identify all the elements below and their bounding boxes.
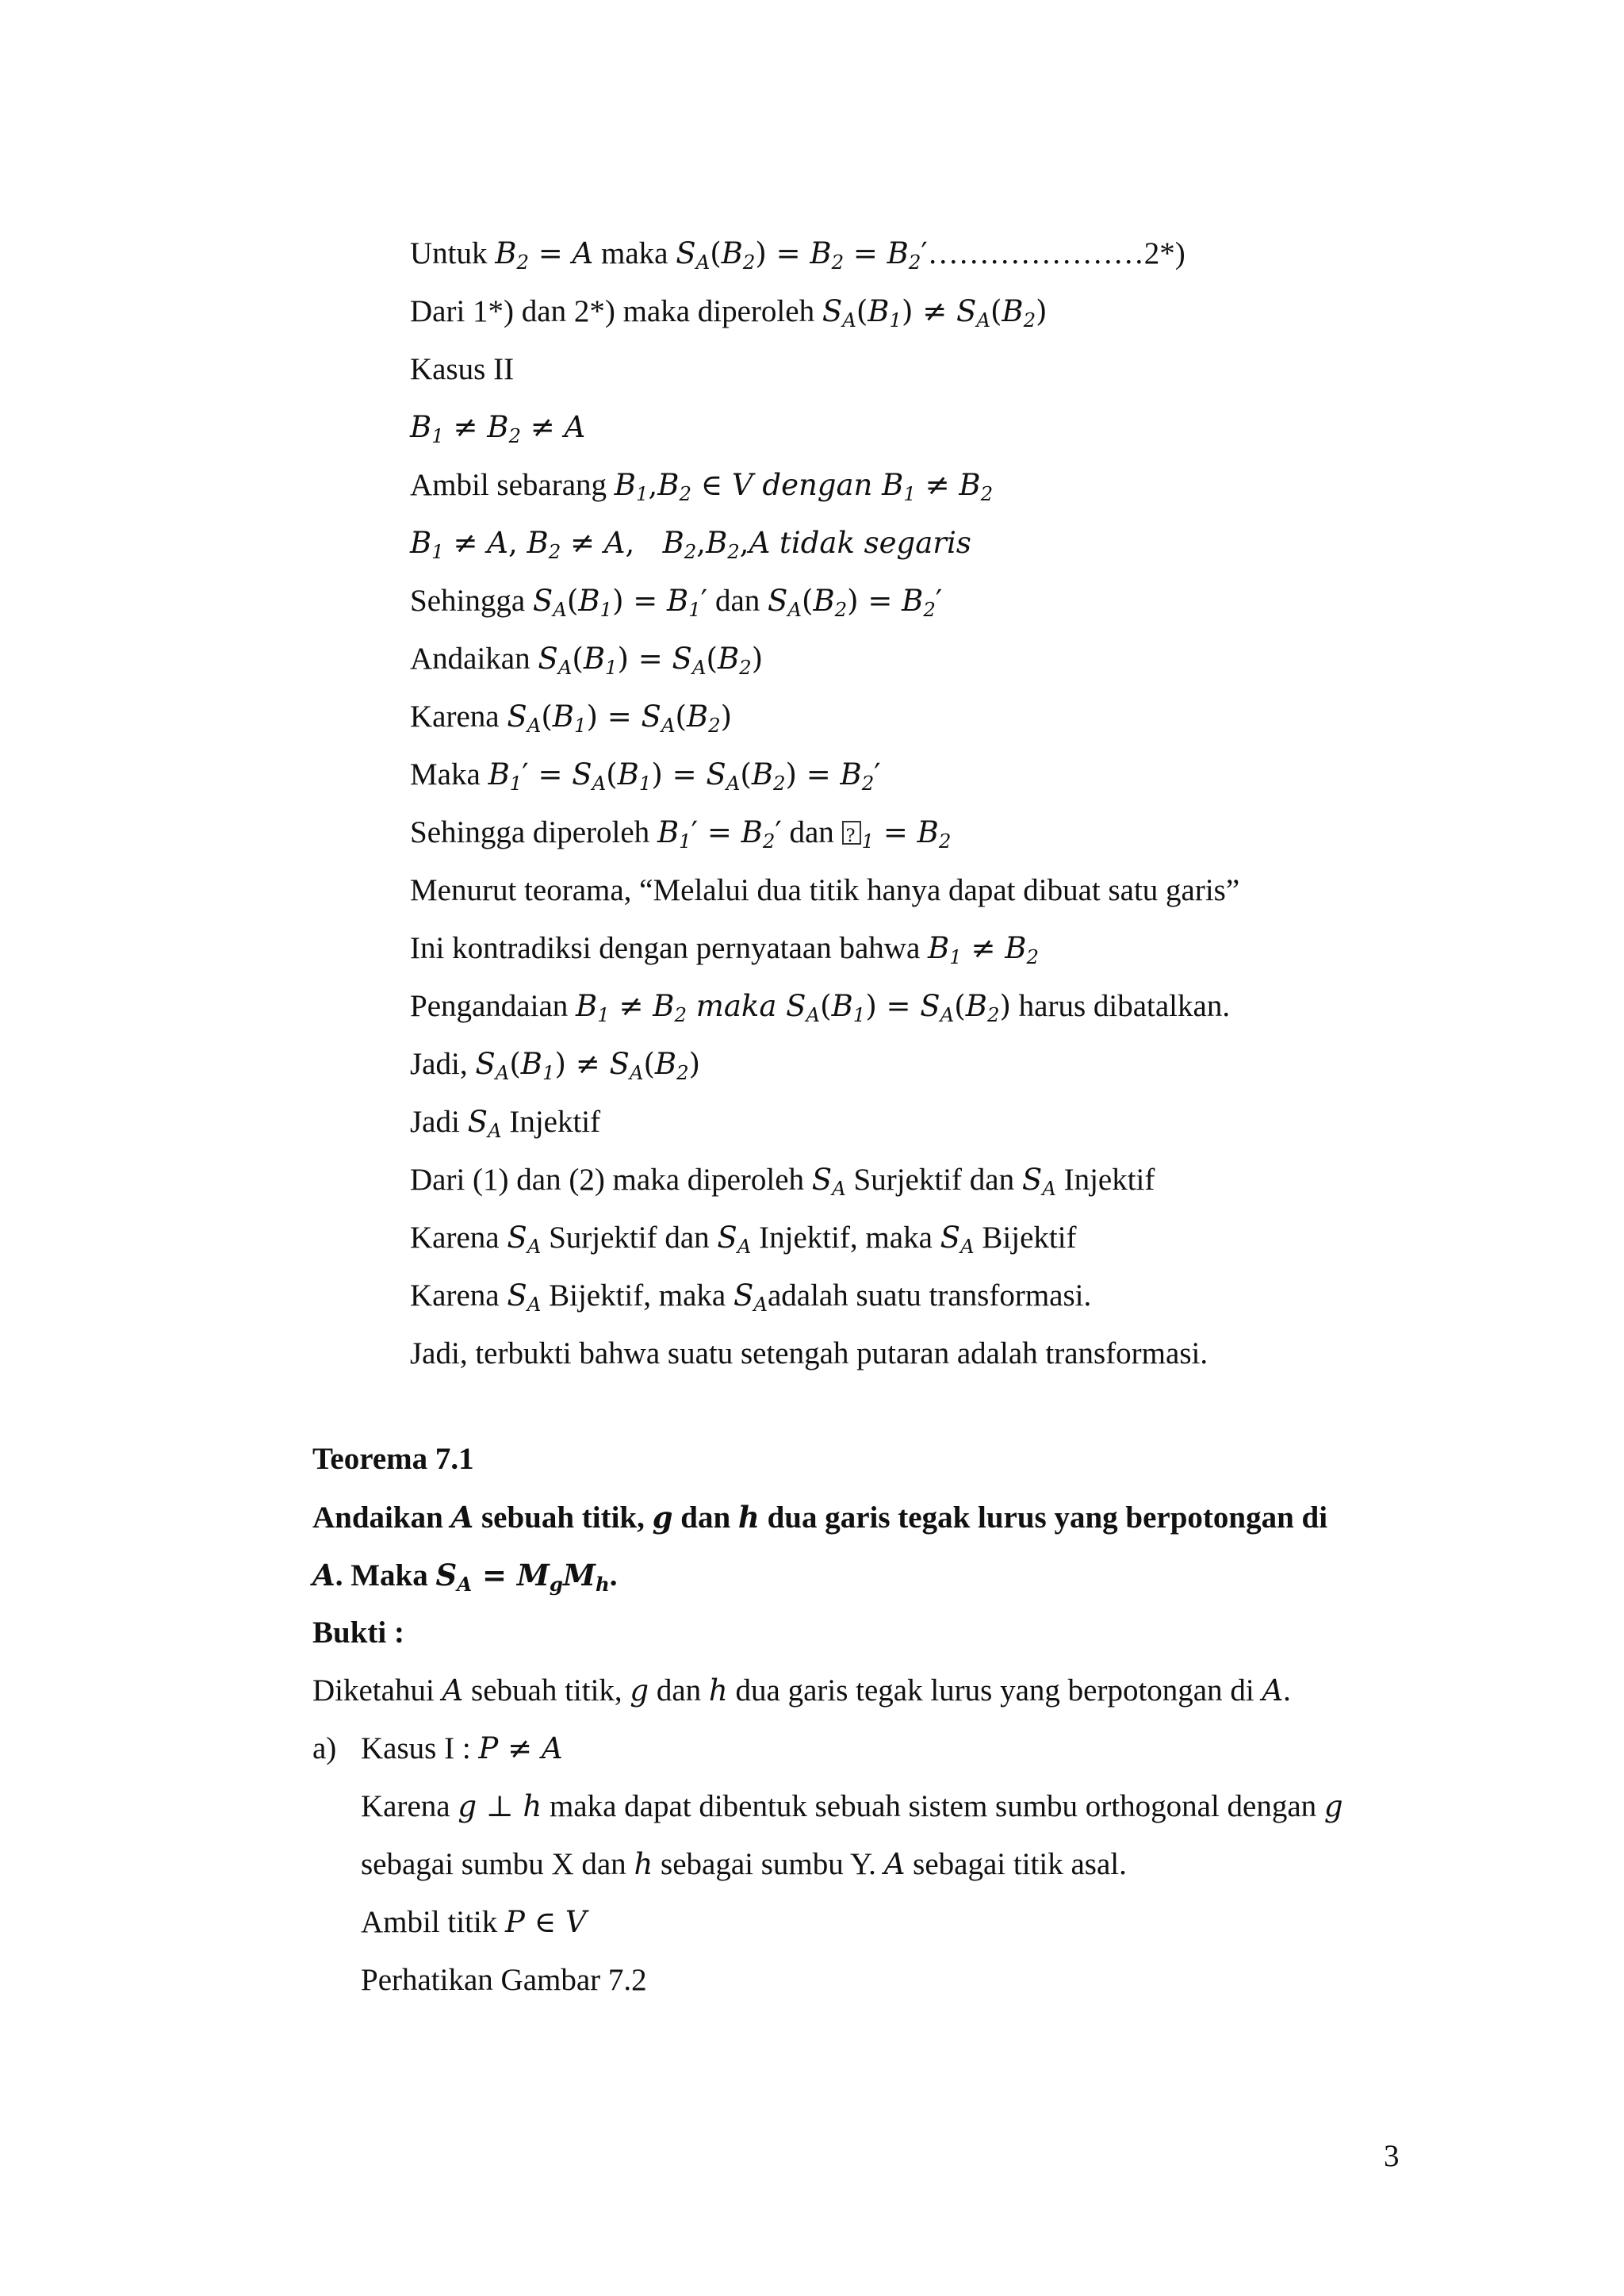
text-line-19: Karena $S_A$ Bijektif, maka $S_Aadalah$ suatu transformasi.: [410, 1278, 1092, 1316]
math-expr: g: [1323, 1789, 1343, 1823]
math-expr: P ≠ A: [478, 1731, 563, 1765]
text-line-5: Ambil sebarang $B_1,B_2$ ∈ V dengan $B_1 \ne B_2$: [410, 468, 994, 505]
math-expr: $S_A = M_gM_h$: [435, 1558, 610, 1596]
math-expr: $S_A(B_2) = B_2'$: [768, 584, 943, 621]
math-expr: h: [634, 1847, 653, 1881]
proof-title: Bukti :: [312, 1616, 404, 1650]
math-expr: $B_1' = S_A(B_1) = S_A(B_2) = B_2'$: [488, 757, 881, 795]
text-line-11: Sehingga diperoleh $B_1' = B_2'$ dan $?_1 = B_2$: [410, 814, 951, 852]
math-expr: $B_1 \ne B_2$: [928, 931, 1040, 968]
math-expr: $S_A$: [507, 1221, 542, 1258]
math-expr: $S_A$: [811, 1163, 846, 1200]
math-expr: g: [652, 1500, 673, 1535]
text-line-1: Untuk $B_2 = A$ maka $S_A(B_2) = B_2$ = $B_2'\dots\dots\dots\dots\dots\dots\dots 2*$): [410, 236, 1185, 274]
text-line-20: Jadi, terbukti bahwa suatu setengah putaran adalah transformasi.: [410, 1336, 1208, 1370]
math-expr: $S_A(B_1) \ne S_A(B_2)$: [475, 1047, 701, 1084]
text-line-6: [410, 524, 971, 562]
math-expr: g: [630, 1673, 649, 1708]
math-expr: $S_A(B_1) = B_1'$: [532, 584, 708, 621]
math-expr: A: [312, 1558, 335, 1593]
text-line-12: Menurut teorama, “Melalui dua titik hanya dapat dibuat satu garis”: [410, 873, 1240, 907]
text-line-15: Jadi, $S_A(B_1) \ne S_A(B_2)$: [410, 1047, 701, 1084]
case-text: Kasus I : P ≠ A: [361, 1731, 563, 1765]
page-number: 3: [1384, 2139, 1400, 2173]
text-line-3: Kasus II: [410, 352, 515, 386]
math-expr: A: [883, 1847, 906, 1881]
math-expr: $S_A(B_1) = S_A(B_2)$: [507, 700, 733, 737]
text-line-2: Dari 1*) dan 2*) maka diperoleh $S_A(B_1) \ne S_A(B_2)$: [410, 294, 1048, 332]
text-line-18: Karena $S_A$ Surjektif dan $S_A$ Injektif, maka $S_A$ Bijektif: [410, 1221, 1077, 1258]
missing-glyph-icon: [842, 821, 861, 845]
text-line-4: [410, 408, 585, 447]
math-expr: A: [450, 1500, 474, 1535]
math-expr: $S_A$: [717, 1221, 752, 1258]
math-expr: $S_A$: [1021, 1163, 1056, 1200]
math-expr: h: [737, 1500, 760, 1535]
text-line-14: Pengandaian $B_1 \ne B_2$ maka $S_A(B_1) = S_A(B_2)$ harus dibatalkan.: [410, 989, 1231, 1026]
math-expr: $S_A(B_1) \ne S_A(B_2)$: [822, 294, 1048, 332]
math-expr: $B_1 \ne A$, $B_2 \ne A$, $B_2,B_2,A$ tidak segaris: [410, 526, 971, 563]
text-line-13: Ini kontradiksi dengan pernyataan bahwa $B_1 \ne B_2$: [410, 931, 1040, 968]
proof-known: Diketahui A sebuah titik, g dan h dua garis tegak lurus yang berpotongan di A.: [312, 1673, 1291, 1708]
math-expr: $S_A$: [733, 1278, 768, 1316]
theorem-title: Teorema 7.1: [312, 1442, 474, 1476]
theorem-statement-line-2: A. Maka $S_A = M_gM_h$.: [312, 1558, 618, 1596]
math-expr: A: [442, 1673, 464, 1708]
text-line-10: Maka $B_1' = S_A(B_1) = S_A(B_2) = B_2'$: [410, 757, 881, 795]
math-expr: $S_A$: [940, 1221, 975, 1258]
text-line-7: Sehingga $S_A(B_1) = B_1'$ dan $S_A(B_2) = B_2'$: [410, 584, 943, 621]
math-expr: g ⊥ h: [458, 1789, 542, 1823]
case-label: a): [312, 1731, 337, 1765]
math-expr: $B_1,B_2$ ∈ V dengan $B_1 \ne B_2$: [614, 468, 994, 505]
proof-line-1: Karena g ⊥ h maka dapat dibentuk sebuah sistem sumbu orthogonal dengan g: [361, 1789, 1343, 1823]
proof-line-2: sebagai sumbu X dan h sebagai sumbu Y. A sebagai titik asal.: [361, 1847, 1127, 1881]
math-expr: A: [1262, 1673, 1284, 1708]
text-line-8: Andaikan $S_A(B_1) = S_A(B_2)$: [410, 642, 764, 679]
theorem-statement-line-1: Andaikan A sebuah titik, g dan h dua garis tegak lurus yang berpotongan di: [312, 1500, 1328, 1535]
math-expr: $S_A(B_2) = B_2 = B_2'$: [676, 236, 928, 274]
math-expr: h: [708, 1673, 728, 1708]
proof-line-4: Perhatikan Gambar 7.2: [361, 1963, 647, 1997]
math-expr: $B_1 \ne B_2 \ne A$: [410, 410, 586, 447]
math-expr: P ∈ V: [505, 1905, 587, 1939]
math-expr: $S_A$: [467, 1105, 502, 1142]
math-expr: $B_1 \ne B_2$ maka $S_A(B_1) = S_A(B_2)$: [576, 989, 1011, 1026]
math-expr: $?_1 = B_2$: [842, 815, 952, 849]
text-line-17: Dari (1) dan (2) maka diperoleh $S_A$ Surjektif dan $S_A$ Injektif: [410, 1163, 1155, 1200]
text-line-16: Jadi $S_A$ Injektif: [410, 1105, 601, 1142]
math-expr: $B_1' = B_2'$: [657, 815, 782, 853]
text-line-9: Karena $S_A(B_1) = S_A(B_2)$: [410, 700, 733, 737]
proof-line-3: Ambil titik P ∈ V: [361, 1905, 587, 1939]
math-expr: $B_2 = A$: [495, 236, 594, 274]
math-expr: $S_A(B_1) = S_A(B_2)$: [538, 642, 764, 679]
math-expr: $S_A$: [507, 1278, 542, 1316]
